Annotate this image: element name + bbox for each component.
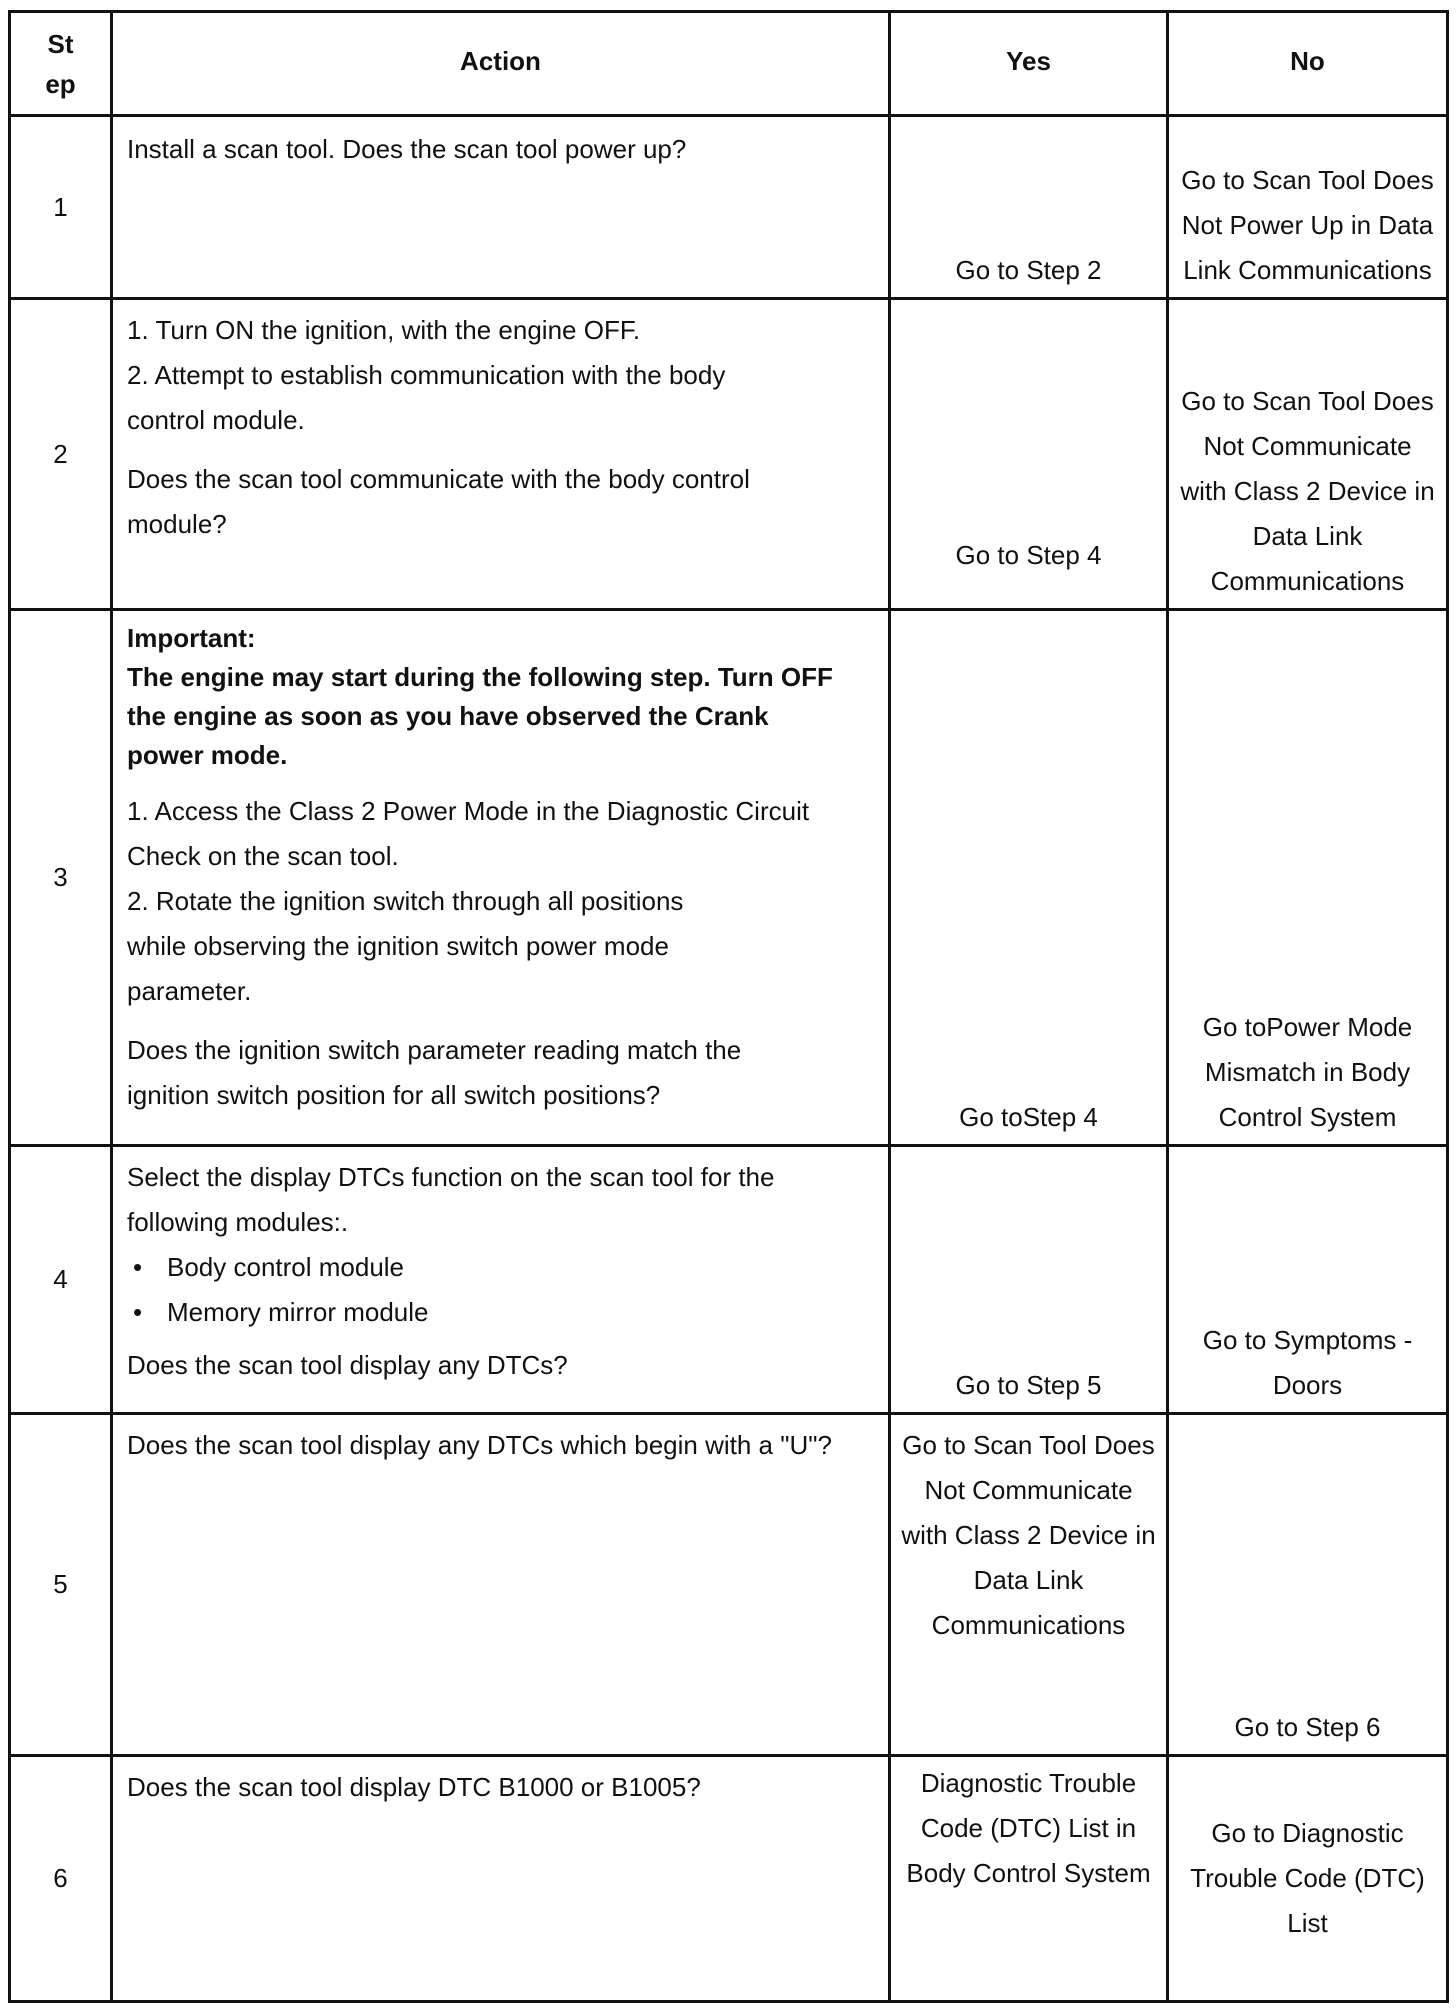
yes-cell <box>890 299 1168 610</box>
step-number: 5 <box>10 1414 112 1756</box>
table-row <box>10 610 1448 1146</box>
action-text: Install a scan tool. Does the scan tool power up? <box>127 134 687 164</box>
yes-cell <box>890 1756 1168 2002</box>
table-row <box>10 1414 1448 1756</box>
step-number: 4 <box>10 1146 112 1414</box>
yes-cell <box>890 1146 1168 1414</box>
header-action: Action <box>112 12 890 116</box>
no-link[interactable]: Go to Scan Tool Does Not Communicate with Class 2 Device in Data Link Communications <box>1180 386 1435 596</box>
yes-link[interactable]: Go to Step 4 <box>955 540 1102 570</box>
no-link[interactable]: Go to Symptoms - Doors <box>1202 1325 1413 1400</box>
no-link[interactable]: Go to Scan Tool Does Not Power Up in Data Link Communications <box>1181 165 1434 285</box>
yes-link[interactable]: Go to Step 2 <box>955 255 1102 285</box>
action-text: Does the ignition switch parameter reading match the ignition switch position for all switch positions? <box>127 1035 742 1110</box>
yes-cell <box>890 610 1168 1146</box>
action-cell <box>112 1756 890 2002</box>
action-cell <box>112 1146 890 1414</box>
action-text: 1. Access the Class 2 Power Mode in the Diagnostic Circuit Check on the scan tool. <box>127 796 810 871</box>
diagnostic-table <box>8 10 1449 2003</box>
no-cell <box>1168 1756 1448 2002</box>
table-row <box>10 116 1448 299</box>
yes-cell <box>890 116 1168 299</box>
action-text: Select the display DTCs function on the scan tool for the following modules:. <box>127 1162 775 1237</box>
header-row <box>10 12 1448 116</box>
header-step-line1: St <box>47 28 74 59</box>
action-text: Does the scan tool communicate with the body control module? <box>127 464 750 539</box>
header-yes: Yes <box>890 12 1168 116</box>
yes-link[interactable]: Go to Step 5 <box>955 1370 1102 1400</box>
action-text: 2. Attempt to establish communication with the body control module. <box>127 360 726 435</box>
action-cell <box>112 299 890 610</box>
action-cell <box>112 610 890 1146</box>
table-row <box>10 299 1448 610</box>
yes-link[interactable]: Diagnostic Trouble Code (DTC) List in Body Control System <box>906 1768 1151 1888</box>
important-text: The engine may start during the following step. Turn OFF the engine as soon as you have observed the Crank power mode. <box>127 662 833 770</box>
step-number: 6 <box>10 1756 112 2002</box>
yes-link[interactable]: Go to Scan Tool Does Not Communicate with Class 2 Device in Data Link Communications <box>901 1430 1156 1640</box>
action-text: Does the scan tool display any DTCs which begin with a "U"? <box>127 1430 832 1460</box>
no-cell <box>1168 610 1448 1146</box>
no-cell <box>1168 1146 1448 1414</box>
action-text: Does the scan tool display any DTCs? <box>127 1350 568 1380</box>
header-step <box>10 12 112 116</box>
yes-link[interactable]: Go toStep 4 <box>959 1102 1098 1132</box>
action-text: 1. Turn ON the ignition, with the engine OFF. <box>127 315 641 345</box>
action-text: 2. Rotate the ignition switch through all positions while observing the ignition switch power mode parameter. <box>127 886 684 1006</box>
no-cell <box>1168 299 1448 610</box>
no-cell <box>1168 116 1448 299</box>
table-row <box>10 1756 1448 2002</box>
table-row <box>10 1146 1448 1414</box>
no-link[interactable]: Go toPower Mode Mismatch in Body Control System <box>1202 1012 1413 1132</box>
header-no: No <box>1168 12 1448 116</box>
list-item: • Memory mirror module <box>127 1290 876 1335</box>
action-cell <box>112 116 890 299</box>
step-number: 1 <box>10 116 112 299</box>
module-list <box>127 1245 876 1335</box>
step-number: 2 <box>10 299 112 610</box>
no-link[interactable]: Go to Diagnostic Trouble Code (DTC) List <box>1190 1818 1425 1938</box>
no-link[interactable]: Go to Step 6 <box>1234 1712 1381 1742</box>
header-step-line2: ep <box>45 68 76 99</box>
list-item: • Body control module <box>127 1245 876 1290</box>
no-cell <box>1168 1414 1448 1756</box>
important-label: Important: <box>127 623 256 653</box>
yes-cell <box>890 1414 1168 1756</box>
action-cell <box>112 1414 890 1756</box>
step-number: 3 <box>10 610 112 1146</box>
action-text: Does the scan tool display DTC B1000 or B1005? <box>127 1772 701 1802</box>
